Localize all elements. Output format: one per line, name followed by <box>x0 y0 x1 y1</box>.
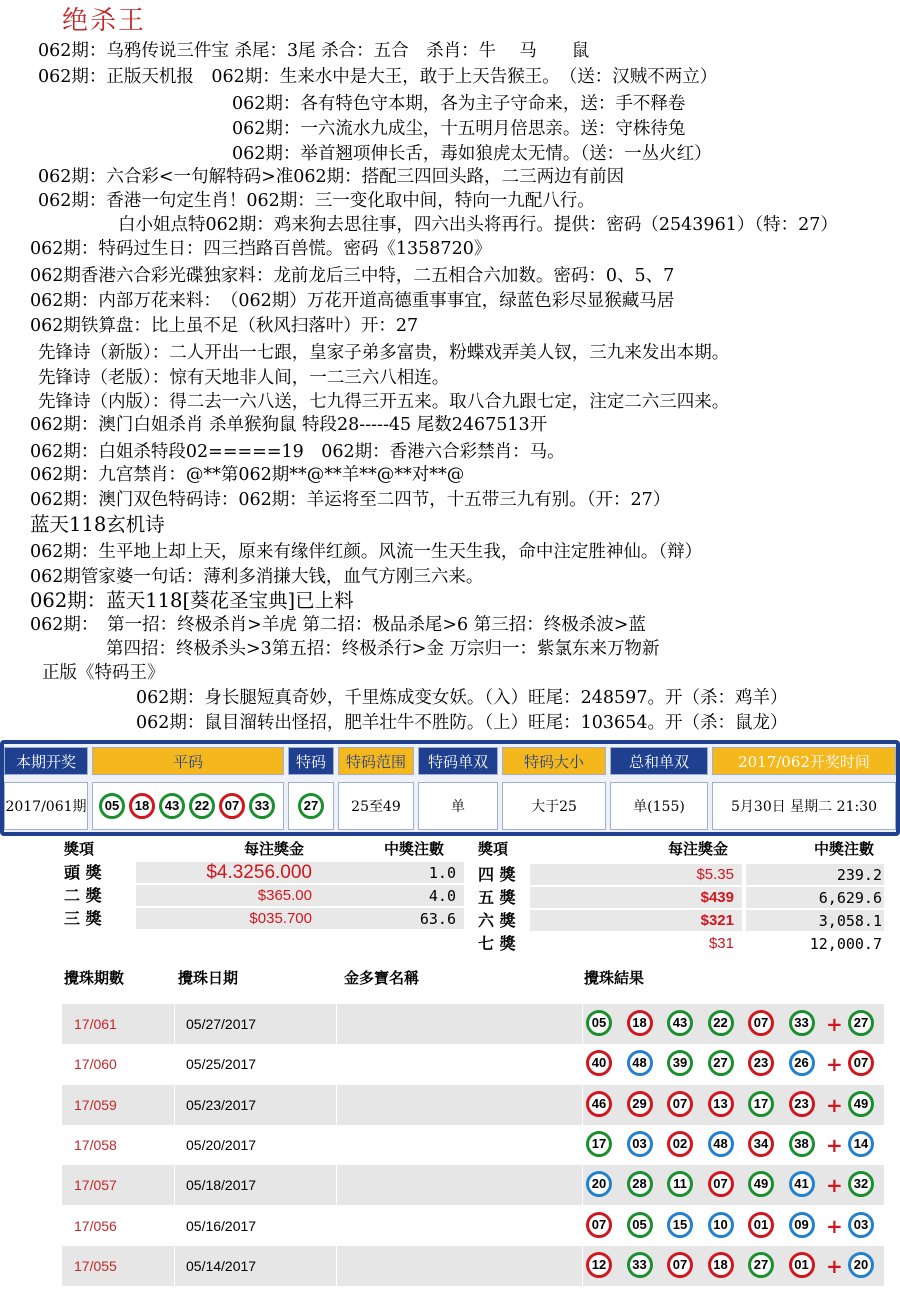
prediction-line: 062期：白姐杀特段02=====19 062期：香港六合彩禁肖：马。 <box>30 442 565 462</box>
prediction-line: 062期：九宫禁肖：@**第062期**@**羊**@**对**@ <box>30 465 465 485</box>
history-date: 05/27/2017 <box>186 1016 257 1032</box>
history-row <box>62 1004 884 1044</box>
history-row <box>62 1085 884 1125</box>
prize-name: 五 獎 <box>478 888 516 907</box>
lottery-ball: 46 <box>586 1091 612 1117</box>
lottery-ball: 05 <box>627 1212 653 1238</box>
special-odd-even-value: 单 <box>418 782 498 830</box>
prediction-line: 062期： 第一招：终极杀肖>羊虎 第二招：极品杀尾>6 第三招：终极杀波>蓝 <box>30 615 646 635</box>
lottery-ball: 28 <box>627 1171 653 1197</box>
lottery-ball: 17 <box>586 1131 612 1157</box>
prize-count: 1.0 <box>428 864 456 882</box>
column-divider <box>582 1246 583 1286</box>
column-divider <box>174 1085 175 1125</box>
lottery-ball: 07 <box>667 1091 693 1117</box>
next-draw-time-value: 5月30日 星期二 21:30 <box>712 782 896 830</box>
lottery-ball: 32 <box>848 1171 874 1197</box>
lottery-ball: 40 <box>586 1050 612 1076</box>
lottery-ball: 12 <box>586 1252 612 1278</box>
prize-name: 四 獎 <box>478 865 516 884</box>
history-period: 17/057 <box>74 1177 117 1194</box>
plus-sign: + <box>826 1052 843 1077</box>
prize-name: 頭 獎 <box>64 863 102 882</box>
history-header-result: 攪珠結果 <box>584 969 645 987</box>
prize-count: 239.2 <box>836 866 882 884</box>
history-date: 05/20/2017 <box>186 1136 257 1153</box>
column-divider <box>336 1004 337 1044</box>
prize-count: 4.0 <box>428 887 456 905</box>
plus-sign: + <box>826 1012 843 1036</box>
prediction-line: 062期：内部万花来料： （062期）万花开道高德重事事宜，绿蓝色彩尽显猴藏马居 <box>30 291 675 311</box>
lottery-ball: 27 <box>298 793 324 819</box>
prize-amount: $321 <box>700 912 734 929</box>
lottery-ball: 43 <box>667 1010 693 1036</box>
lottery-ball: 22 <box>708 1010 734 1036</box>
prize-header-amount: 每注獎金 <box>244 842 305 858</box>
lottery-ball: 14 <box>848 1131 874 1157</box>
prize-amount: $439 <box>700 889 734 906</box>
history-period: 17/059 <box>74 1096 117 1113</box>
lottery-ball: 23 <box>748 1050 774 1076</box>
lottery-ball: 03 <box>848 1212 874 1238</box>
history-row <box>62 1206 884 1246</box>
prediction-line: 062期：举首翘项伸长舌，毒如狼虎太无情。（送：一丛火红） <box>232 144 712 164</box>
lottery-ball: 26 <box>789 1050 815 1076</box>
lottery-ball: 29 <box>627 1091 653 1117</box>
header-special-range: 特码范围 <box>338 747 414 775</box>
column-divider <box>336 1044 337 1084</box>
column-divider <box>174 1125 175 1165</box>
prize-name: 三 獎 <box>64 909 102 928</box>
lottery-ball: 07 <box>748 1010 774 1036</box>
prize-name: 六 獎 <box>478 911 516 930</box>
prediction-line: 062期：特码过生日：四三挡路百兽慌。密码《1358720》 <box>30 239 492 259</box>
prediction-line: 062期：鼠目溜转出怪招，肥羊壮牛不胜防。（上）旺尾：103654。开（杀：鼠龙） <box>136 713 788 733</box>
prediction-line: 062期：身长腿短真奇妙，千里炼成变女妖。（入）旺尾：248597。开（杀：鸡羊） <box>136 688 788 708</box>
prize-name: 七 獎 <box>478 934 516 953</box>
prediction-line: 062期：正版天机报 062期：生来水中是大王，敢于上天告猴王。 （送：汉贼不两立） <box>38 67 718 87</box>
lottery-ball: 01 <box>789 1252 815 1278</box>
prize-amount: $035.700 <box>249 910 312 927</box>
lottery-ball: 49 <box>848 1091 874 1117</box>
column-divider <box>582 1125 583 1165</box>
lottery-ball: 18 <box>708 1252 734 1278</box>
column-divider <box>582 1085 583 1125</box>
history-period: 17/056 <box>74 1217 117 1234</box>
prize-name: 二 獎 <box>64 886 102 905</box>
header-special-number: 特码 <box>288 747 334 775</box>
header-special-odd-even: 特码单双 <box>418 747 498 775</box>
history-date: 05/25/2017 <box>186 1056 257 1073</box>
lottery-ball: 11 <box>667 1171 693 1197</box>
prediction-line: 先锋诗（新版）：二人开出一七跟，皇家子弟多富贵，粉蝶戏弄美人钗，三九来发出本期。 <box>38 343 730 363</box>
sum-odd-even-value: 单(155) <box>610 782 708 830</box>
column-divider <box>336 1125 337 1165</box>
prediction-line: 062期铁算盘：比上虽不足（秋风扫落叶）开：27 <box>30 316 419 336</box>
lottery-ball: 02 <box>667 1131 693 1157</box>
history-row <box>62 1125 884 1165</box>
column-divider <box>336 1165 337 1205</box>
lottery-ball: 23 <box>789 1091 815 1117</box>
lottery-ball: 33 <box>789 1010 815 1036</box>
prediction-line: 062期：澳门双色特码诗：062期：羊运将至二四节，十五带三九有别。（开：27） <box>30 490 671 510</box>
prediction-line: 062期：香港一句定生肖！062期：三一变化取中间，特向一九配八行。 <box>38 191 595 211</box>
lottery-ball: 07 <box>667 1252 693 1278</box>
prize-count: 12,000.7 <box>809 935 882 953</box>
plus-sign: + <box>826 1132 843 1157</box>
plus-sign: + <box>826 1173 843 1198</box>
lottery-ball: 38 <box>789 1131 815 1157</box>
history-row <box>62 1246 884 1286</box>
history-header-name: 金多寶名稱 <box>344 969 420 987</box>
history-date: 05/14/2017 <box>186 1257 257 1274</box>
lottery-ball: 39 <box>667 1050 693 1076</box>
prize-amount: $31 <box>708 935 734 952</box>
lottery-ball: 18 <box>627 1010 653 1036</box>
column-divider <box>336 1085 337 1125</box>
page-title: 绝杀王 <box>62 6 147 36</box>
lottery-ball: 09 <box>789 1212 815 1238</box>
history-date: 05/16/2017 <box>186 1217 257 1234</box>
column-divider <box>174 1206 175 1246</box>
lottery-ball: 34 <box>748 1131 774 1157</box>
prize-header-name: 獎項 <box>64 842 95 858</box>
history-period: 17/055 <box>74 1257 117 1274</box>
prize-header-count-right: 中獎注數 <box>814 842 875 858</box>
history-date: 05/23/2017 <box>186 1096 257 1113</box>
plus-sign: + <box>826 1253 843 1278</box>
lottery-ball: 10 <box>708 1212 734 1238</box>
prize-count: 6,629.6 <box>818 889 882 907</box>
prediction-line: 先锋诗（内版）：得二去一六八送，七九得三开五来。取八合九跟七定，注定二六三四来。 <box>38 392 730 412</box>
draw-result-panel <box>0 740 900 836</box>
prediction-line: 先锋诗（老版）：惊有天地非人间，一二三六八相连。 <box>38 368 450 388</box>
prediction-line: 062期：澳门白姐杀肖 杀单猴狗鼠 特段28-----45 尾数2467513开 <box>30 415 548 435</box>
lottery-ball: 49 <box>748 1171 774 1197</box>
lottery-ball: 18 <box>129 793 155 819</box>
lottery-ball: 27 <box>848 1010 874 1036</box>
header-regular-numbers: 平码 <box>92 747 284 775</box>
lottery-ball: 27 <box>708 1050 734 1076</box>
regular-numbers-cell <box>92 782 284 830</box>
plus-sign: + <box>826 1213 843 1238</box>
prediction-line: 正版《特码王》 <box>42 663 165 683</box>
lottery-ball: 13 <box>708 1091 734 1117</box>
prediction-line: 062期：乌鸦传说三件宝 杀尾：3尾 杀合：五合 杀肖：牛 马 鼠 <box>38 41 590 61</box>
lottery-ball: 43 <box>159 793 185 819</box>
prize-header-amount-right: 每注獎金 <box>668 842 729 858</box>
plus-sign: + <box>826 1092 843 1117</box>
column-divider <box>174 1246 175 1286</box>
header-special-size: 特码大小 <box>502 747 606 775</box>
column-divider <box>174 1004 175 1044</box>
lottery-ball: 01 <box>748 1212 774 1238</box>
prediction-line: 062期：六合彩<一句解特码>准062期：搭配三四回头路，二三两边有前因 <box>38 167 625 187</box>
header-current-draw: 本期开奖 <box>4 747 88 775</box>
history-date: 05/18/2017 <box>186 1177 257 1194</box>
lottery-ball: 07 <box>708 1171 734 1197</box>
column-divider <box>336 1206 337 1246</box>
lottery-ball: 33 <box>249 793 275 819</box>
lottery-ball: 41 <box>789 1171 815 1197</box>
lottery-ball: 03 <box>627 1131 653 1157</box>
history-row <box>62 1165 884 1205</box>
lottery-ball: 05 <box>586 1010 612 1036</box>
special-size-value: 大于25 <box>502 782 606 830</box>
lottery-ball: 07 <box>219 793 245 819</box>
prize-header-name-right: 獎項 <box>478 842 509 858</box>
lottery-ball: 22 <box>189 793 215 819</box>
prize-count: 63.6 <box>419 910 456 928</box>
lottery-ball: 17 <box>748 1091 774 1117</box>
column-divider <box>582 1165 583 1205</box>
history-header-period: 攪珠期數 <box>64 969 125 987</box>
lottery-ball: 07 <box>848 1050 874 1076</box>
lottery-ball: 48 <box>708 1131 734 1157</box>
prediction-line: 062期管家婆一句话：薄利多消搛大钱，血气方刚三六来。 <box>30 567 484 587</box>
prize-count: 3,058.1 <box>818 912 882 930</box>
column-divider <box>582 1004 583 1044</box>
special-range-value: 25至49 <box>338 782 414 830</box>
history-header-date: 攪珠日期 <box>178 969 239 987</box>
lottery-ball: 20 <box>848 1252 874 1278</box>
lottery-ball: 48 <box>627 1050 653 1076</box>
prize-amount: $365.00 <box>257 887 312 904</box>
prediction-line: 062期香港六合彩光碟独家料：龙前龙后三中特，二五相合六加数。密码：0、5、7 <box>30 266 675 286</box>
prize-amount: $4.3256.000 <box>206 862 312 883</box>
prediction-line: 白小姐点特062期：鸡来狗去思往事，四六出头将再行。提供：密码（2543961）（特：27） <box>118 215 838 235</box>
column-divider <box>582 1044 583 1084</box>
history-period: 17/058 <box>74 1136 117 1153</box>
history-period: 17/061 <box>74 1016 117 1032</box>
lottery-ball: 33 <box>627 1252 653 1278</box>
lottery-ball: 05 <box>99 793 125 819</box>
prediction-line: 第四招：终极杀头>3第五招：终极杀行>金 万宗归一：紫氯东来万物新 <box>106 639 660 659</box>
prediction-line: 062期：蓝天118[葵花圣宝典]已上料 <box>30 589 354 612</box>
lottery-ball: 07 <box>586 1212 612 1238</box>
draw-period: 2017/061期 <box>4 782 88 830</box>
column-divider <box>174 1044 175 1084</box>
prize-amount: $5.35 <box>696 866 734 883</box>
header-next-draw-time: 2017/062开奖时间 <box>712 747 896 775</box>
history-period: 17/060 <box>74 1056 117 1073</box>
history-row <box>62 1044 884 1084</box>
prediction-line: 062期：各有特色守本期，各为主子守命来，送：手不释卷 <box>232 94 686 114</box>
lottery-ball: 15 <box>667 1212 693 1238</box>
prediction-line: 062期：一六流水九成尘，十五明月倍思亲。送：守株待兔 <box>232 119 686 139</box>
lottery-ball: 20 <box>586 1171 612 1197</box>
lottery-ball: 27 <box>748 1252 774 1278</box>
prize-header-count: 中獎注數 <box>384 842 445 858</box>
column-divider <box>582 1206 583 1246</box>
special-number-cell <box>288 782 334 830</box>
header-sum-odd-even: 总和单双 <box>610 747 708 775</box>
prediction-line: 062期：生平地上却上天，原来有缘伴红颜。风流一生天生我，命中注定胜神仙。（辩） <box>30 542 703 562</box>
column-divider <box>174 1165 175 1205</box>
column-divider <box>336 1246 337 1286</box>
prediction-line: 蓝天118玄机诗 <box>30 513 165 536</box>
